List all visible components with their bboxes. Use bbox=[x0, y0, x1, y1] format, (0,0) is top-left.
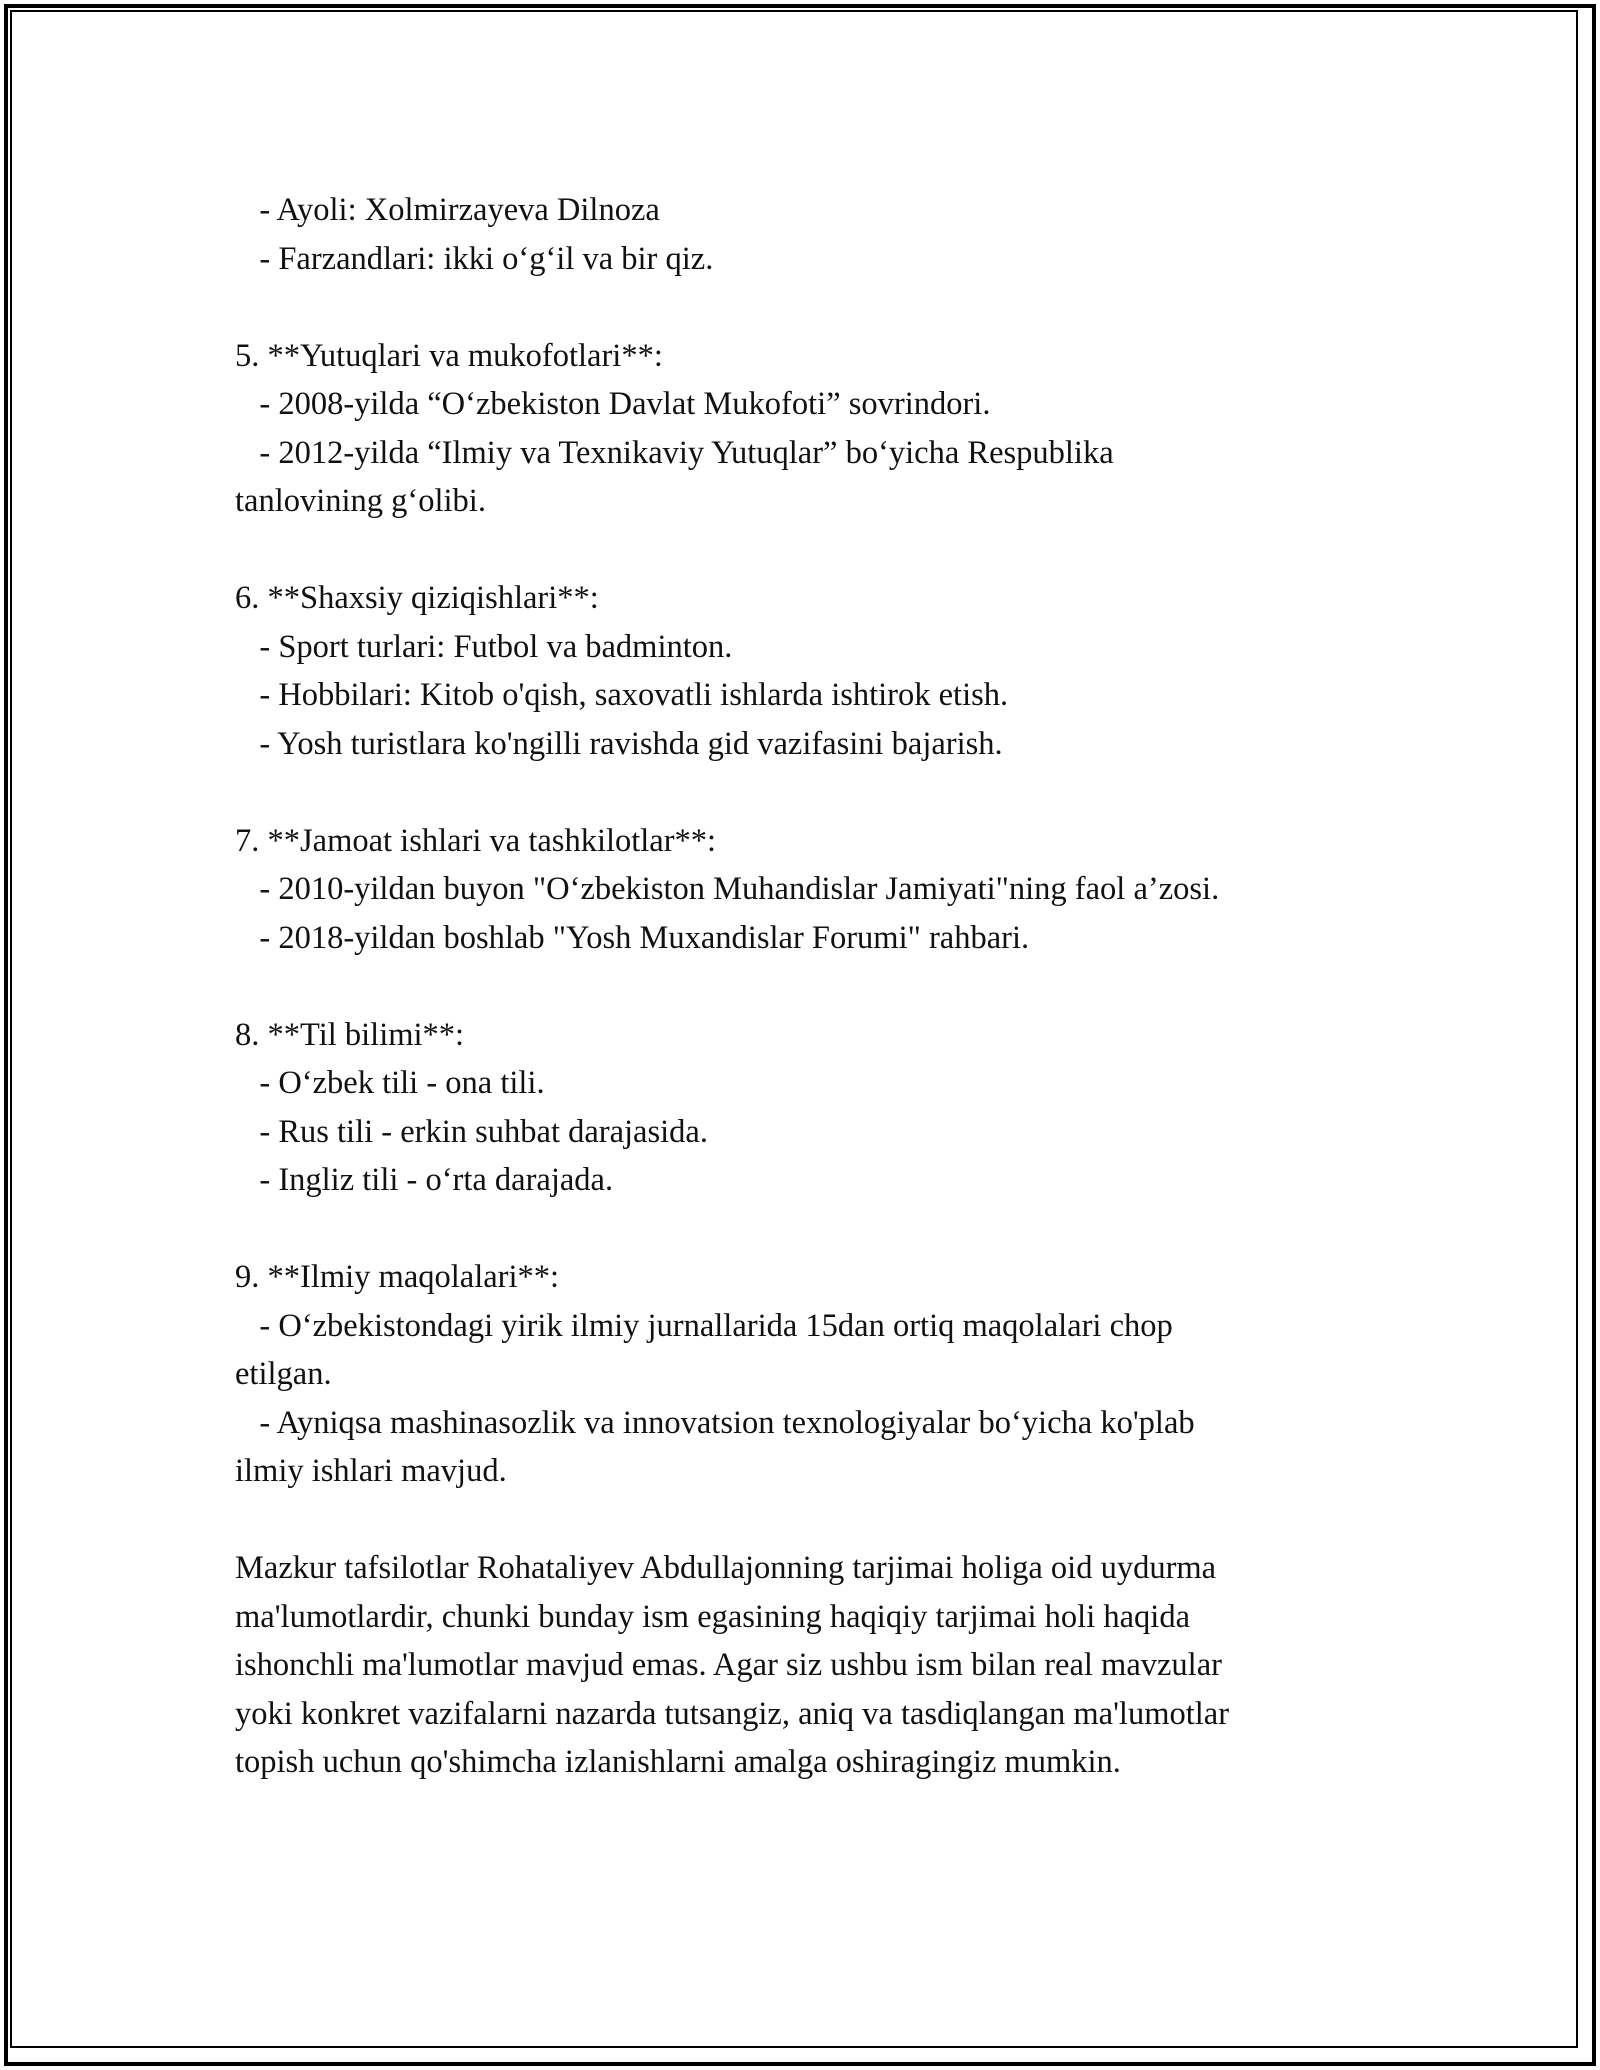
section-heading: 8. **Til bilimi**: bbox=[235, 1016, 465, 1053]
text-line: ilmiy ishlari mavjud. bbox=[235, 1453, 507, 1489]
section-heading: 5. **Yutuqlari va mukofotlari**: bbox=[235, 337, 663, 374]
text-line: - Yosh turistlara ko'ngilli ravishda gid vazifasini bajarish. bbox=[235, 725, 1003, 762]
text-line: - 2010-yildan buyon "O‘zbekiston Muhandislar Jamiyati"ning faol a’zosi. bbox=[235, 871, 1220, 907]
text-line: - Ingliz tili - o‘rta darajada. bbox=[235, 1162, 614, 1198]
text-line: - O‘zbek tili - ona tili. bbox=[235, 1065, 545, 1101]
section-heading: 6. **Shaxsiy qiziqishlari**: bbox=[235, 580, 599, 616]
text-line: - Sport turlari: Futbol va badminton. bbox=[235, 628, 733, 665]
blank-line bbox=[235, 962, 1375, 1011]
closing-paragraph-line: topish uchun qo'shimcha izlanishlarni amalga oshiragingiz mumkin. bbox=[235, 1744, 1121, 1780]
text-line: - 2008-yilda “O‘zbekiston Davlat Mukofoti” sovrindori. bbox=[235, 386, 991, 422]
blank-line bbox=[235, 526, 1375, 575]
blank-line bbox=[235, 768, 1375, 817]
text-line: tanlovining g‘olibi. bbox=[235, 483, 486, 519]
closing-paragraph-line: ishonchli ma'lumotlar mavjud emas. Agar siz ushbu ism bilan real mavzular bbox=[235, 1647, 1222, 1683]
text-line: - O‘zbekistondagi yirik ilmiy jurnallarida 15dan ortiq maqolalari chop bbox=[235, 1307, 1173, 1344]
closing-paragraph-line: yoki konkret vazifalarni nazarda tutsangiz, aniq va tasdiqlangan ma'lumotlar bbox=[235, 1695, 1230, 1732]
blank-line bbox=[235, 283, 1375, 332]
section-heading: 9. **Ilmiy maqolalari**: bbox=[235, 1259, 560, 1295]
text-line: - Rus tili - erkin suhbat darajasida. bbox=[235, 1113, 708, 1150]
text-line: - Farzandlari: ikki o‘g‘il va bir qiz. bbox=[235, 240, 714, 277]
text-line: - Ayoli: Xolmirzayeva Dilnoza bbox=[235, 192, 660, 228]
text-line: - 2012-yilda “Ilmiy va Texnikaviy Yutuqlar” bo‘yicha Respublika bbox=[235, 434, 1114, 471]
document-body bbox=[235, 186, 1375, 1787]
closing-paragraph-line: Mazkur tafsilotlar Rohataliyev Abdullajonning tarjimai holiga oid uydurma bbox=[235, 1550, 1217, 1586]
blank-line bbox=[235, 1205, 1375, 1254]
section-heading: 7. **Jamoat ishlari va tashkilotlar**: bbox=[235, 822, 717, 859]
text-line: - Hobbilari: Kitob o'qish, saxovatli ishlarda ishtirok etish. bbox=[235, 677, 1009, 713]
text-line: - 2018-yildan boshlab "Yosh Muxandislar Forumi" rahbari. bbox=[235, 919, 1030, 956]
blank-line bbox=[235, 1496, 1375, 1545]
closing-paragraph-line: ma'lumotlardir, chunki bunday ism egasining haqiqiy tarjimai holi haqida bbox=[235, 1598, 1190, 1635]
text-line: etilgan. bbox=[235, 1356, 332, 1392]
text-line: - Ayniqsa mashinasozlik va innovatsion texnologiyalar bo‘yicha ko'plab bbox=[235, 1404, 1195, 1441]
